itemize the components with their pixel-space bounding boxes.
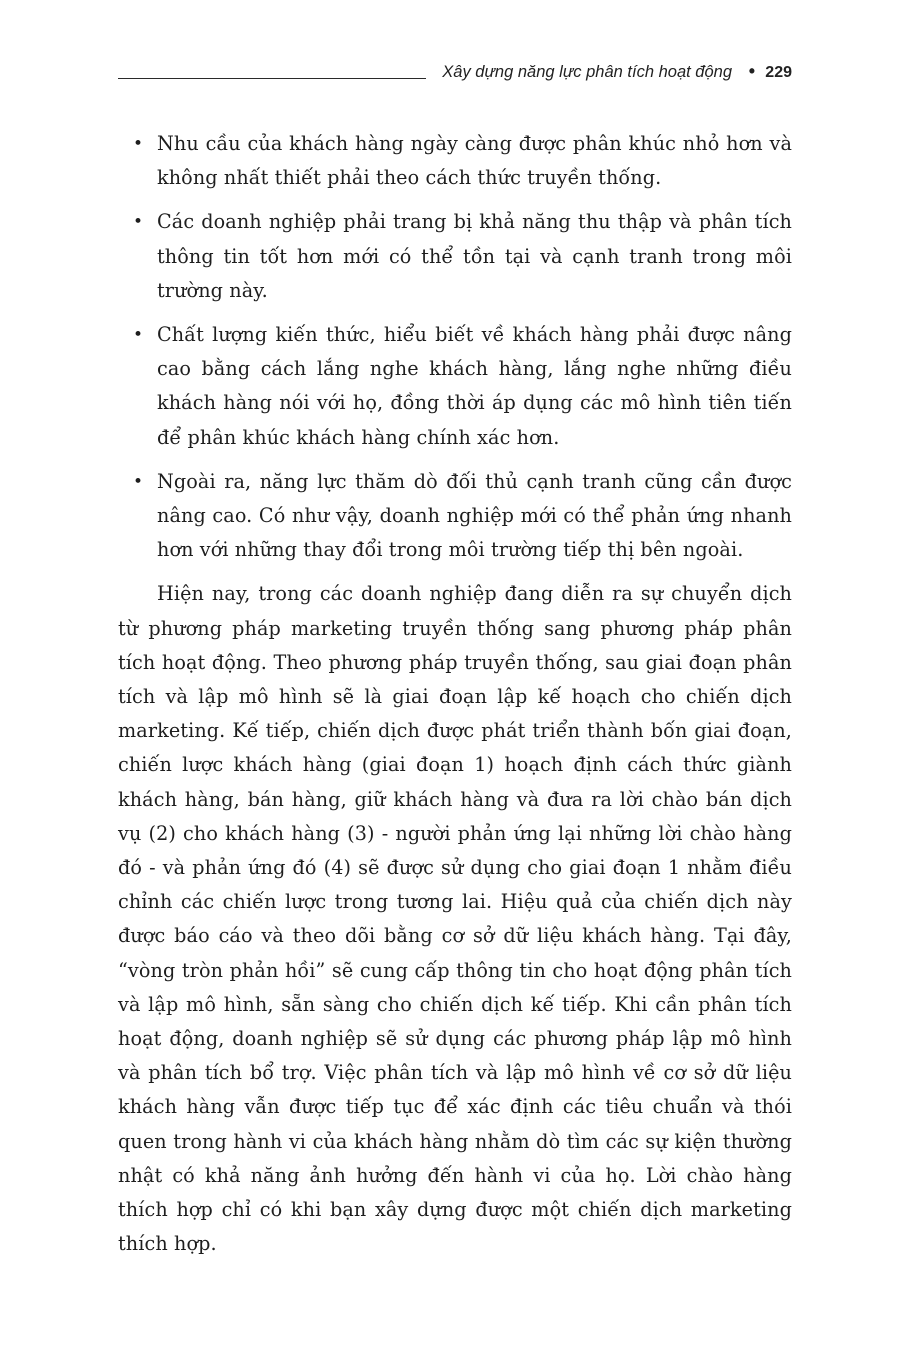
bullet-list (118, 127, 792, 567)
list-item (118, 205, 792, 308)
list-item (118, 465, 792, 568)
list-item (118, 318, 792, 455)
header-rule (118, 78, 426, 79)
bullet-marker: • (133, 471, 144, 492)
chapter-title: Xây dựng năng lực phân tích hoạt động (442, 63, 732, 81)
page-body (118, 127, 792, 1262)
list-item-text: Nhu cầu của khách hàng ngày càng được phân khúc nhỏ hơn và không nhất thiết phải theo cách thức truyền thống. (157, 132, 792, 190)
page-number: 229 (765, 64, 792, 81)
list-item-text: Ngoài ra, năng lực thăm dò đối thủ cạnh tranh cũng cần được nâng cao. Có như vậy, doanh nghiệp mới có thể phản ứng nhanh hơn với những thay đổi trong môi trường tiếp thị bên ngoài. (157, 469, 792, 562)
bullet-marker: • (133, 212, 144, 233)
bullet-marker: • (133, 134, 144, 154)
body-paragraph: Hiện nay, trong các doanh nghiệp đang diễn ra sự chuyển dịch từ phương pháp marketing truyền thống sang phương pháp phân tích hoạt động. Theo phương pháp truyền thống, sau giai đoạn phân tích và lập mô hình sẽ là giai đoạn lập kế hoạch cho chiến dịch marketing. Kế tiếp, chiến dịch được phát triển thành bốn giai đoạn, chiến lược khách hàng (giai đoạn 1) hoạch định cách thức giành khách hàng, bán hàng, giữ khách hàng và đưa ra lời chào bán dịch vụ (2) cho khách hàng (3) - người phản ứng lại những lời chào hàng đó - và phản ứng đó (4) sẽ được sử dụng cho giai đoạn 1 nhằm điều chỉnh các chiến lược trong tương lai. Hiệu quả của chiến dịch này được báo cáo và theo dõi bằng cơ sở dữ liệu khách hàng. Tại đây, “vòng tròn phản hồi” sẽ cung cấp thông tin cho hoạt động phân tích và lập mô hình, sẵn sàng cho chiến dịch kế tiếp. Khi cần phân tích hoạt động, doanh nghiệp sẽ sử dụng các phương pháp lập mô hình và phân tích bổ trợ. Việc phân tích và lập mô hình về cơ sở dữ liệu khách hàng vẫn được tiếp tục để xác định các tiêu chuẩn và thói quen trong hành vi của khách hàng nhằm dò tìm các sự kiện thường nhật có khả năng ảnh hưởng đến hành vi của họ. Lời chào hàng thích hợp chỉ có khi bạn xây dựng được một chiến dịch marketing thích hợp. (118, 582, 792, 1256)
bullet-marker: • (133, 325, 144, 346)
running-header (118, 60, 794, 90)
list-item (118, 127, 792, 195)
list-item-text: Chất lượng kiến thức, hiểu biết về khách hàng phải được nâng cao bằng cách lắng nghe khách hàng, lắng nghe những điều khách hàng nói với họ, đồng thời áp dụng các mô hình tiên tiến để phân khúc khách hàng chính xác hơn. (157, 323, 792, 449)
list-item-text: Các doanh nghiệp phải trang bị khả năng thu thập và phân tích thông tin tốt hơn mới có thể tồn tại và cạnh tranh trong môi trường này. (157, 210, 792, 302)
header-separator-dot: • (748, 61, 755, 81)
